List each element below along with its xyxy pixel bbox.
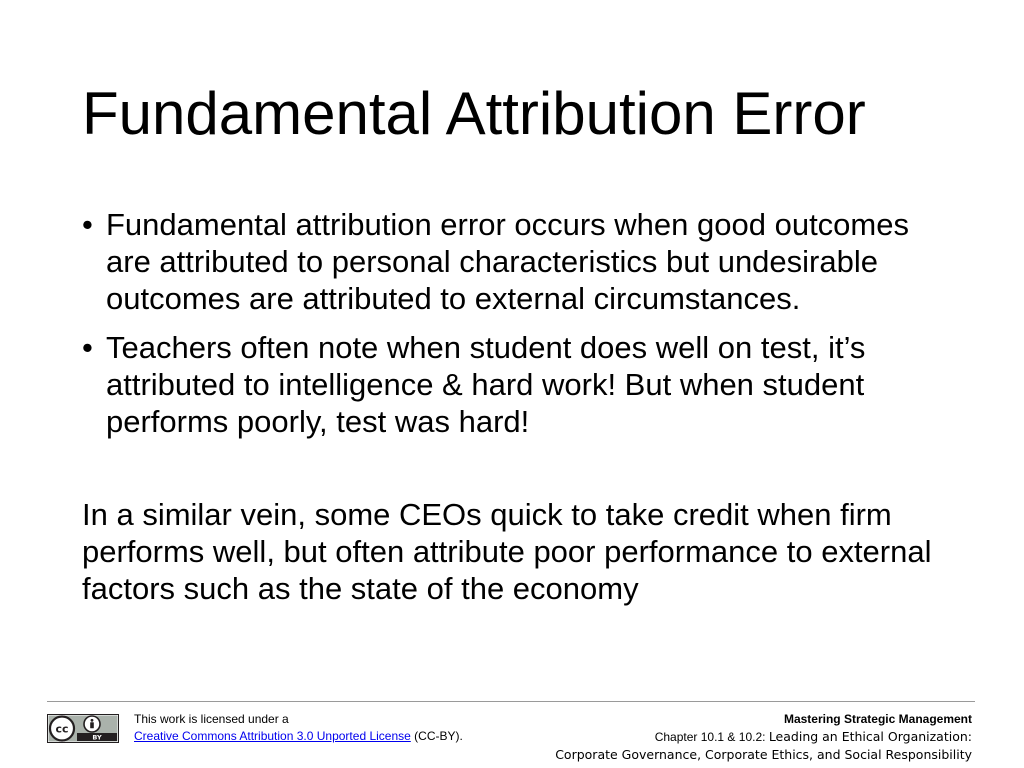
bullet-text: Teachers often note when student does well on test, it’s attributed to intelligence & hard work! But when student performs poorly, test was hard! — [106, 330, 866, 439]
bullet-item — [82, 329, 962, 440]
bullet-marker: • — [82, 207, 93, 242]
creative-commons-by-icon[interactable] — [47, 714, 119, 743]
cc-icon-text: cc — [55, 722, 69, 736]
chapter-subtitle: Corporate Governance, Corporate Ethics, and Social Responsibility — [555, 747, 972, 762]
bullet-text: Fundamental attribution error occurs when good outcomes are attributed to personal characteristics but undesirable outcomes are attributed to external circumstances. — [106, 207, 909, 316]
license-line — [134, 728, 463, 745]
by-icon-text: BY — [92, 733, 102, 742]
bullet-item — [82, 206, 962, 317]
bullet-marker: • — [82, 330, 93, 365]
book-title: Mastering Strategic Management — [783, 712, 972, 726]
slide-title: Fundamental Attribution Error — [82, 80, 866, 147]
bullet-list — [82, 206, 962, 452]
chapter-name: Leading an Ethical Organization: — [768, 729, 972, 744]
body-paragraph: In a similar vein, some CEOs quick to take credit when firm performs well, but often attribute poor performance to external factors such as the state of the economy — [82, 497, 932, 606]
book-info — [555, 711, 972, 763]
license-link[interactable]: Creative Commons Attribution 3.0 Unported License — [134, 729, 411, 743]
license-suffix: (CC-BY). — [414, 729, 463, 743]
footer-divider — [47, 701, 975, 702]
chapter-label: Chapter 10.1 & 10.2: — [654, 730, 766, 744]
chapter-line — [555, 728, 972, 746]
license-notice — [134, 711, 463, 745]
license-prefix: This work is licensed under a — [134, 712, 289, 726]
